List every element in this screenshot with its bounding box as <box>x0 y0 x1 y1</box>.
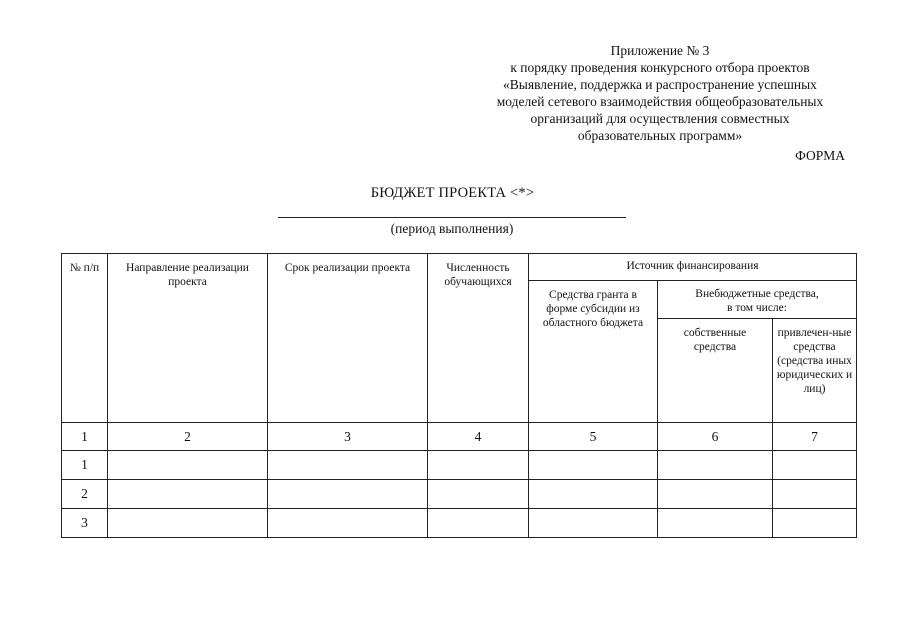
document-title: БЮДЖЕТ ПРОЕКТА <*> <box>370 185 535 201</box>
table-cell <box>773 451 857 480</box>
appendix-line-1: к порядку проведения конкурсного отбора проектов <box>510 60 810 75</box>
appendix-line-3: моделей сетевого взаимодействия общеобразовательных <box>496 94 824 109</box>
header-own: собственные средства <box>658 319 773 423</box>
table-cell <box>428 451 529 480</box>
table-cell <box>108 480 268 509</box>
table-cell <box>268 480 428 509</box>
appendix-line-2: «Выявление, поддержка и распространение успешных <box>503 77 817 92</box>
header-students: Численность обучающихся <box>428 254 529 423</box>
row-number: 2 <box>62 480 108 509</box>
table-row <box>62 509 857 538</box>
column-number: 2 <box>108 423 268 451</box>
appendix-line-4: организаций для осуществления совместных <box>530 111 790 126</box>
table-cell <box>428 480 529 509</box>
table-cell <box>428 509 529 538</box>
column-number: 3 <box>268 423 428 451</box>
table-cell <box>773 480 857 509</box>
row-number: 3 <box>62 509 108 538</box>
budget-table <box>61 253 857 538</box>
column-number: 1 <box>62 423 108 451</box>
column-number: 6 <box>658 423 773 451</box>
table-cell <box>268 451 428 480</box>
header-extra <box>658 281 857 319</box>
column-number: 4 <box>428 423 529 451</box>
table-cell <box>108 451 268 480</box>
row-number: 1 <box>62 451 108 480</box>
period-underline <box>278 217 626 218</box>
appendix-header <box>440 42 880 144</box>
header-attracted: привлечен-ные средства (средства иных юридических и лиц) <box>773 319 857 423</box>
header-num: № п/п <box>62 254 108 423</box>
column-number: 7 <box>773 423 857 451</box>
table-cell <box>108 509 268 538</box>
table-row <box>62 451 857 480</box>
table-cell <box>658 509 773 538</box>
table-cell <box>658 480 773 509</box>
table-cell <box>773 509 857 538</box>
column-numbers-row <box>62 423 857 451</box>
table-cell <box>529 509 658 538</box>
header-source: Источник финансирования <box>529 254 857 281</box>
header-extra-line-1: Внебюджетные средства, <box>695 288 819 300</box>
header-direction: Направление реализации проекта <box>108 254 268 423</box>
table-cell <box>529 480 658 509</box>
header-term: Срок реализации проекта <box>268 254 428 423</box>
header-extra-line-2: в том числе: <box>727 302 787 314</box>
period-label: (период выполнения) <box>390 221 514 236</box>
appendix-title: Приложение № 3 <box>610 43 710 58</box>
table-row <box>62 480 857 509</box>
table-cell <box>529 451 658 480</box>
header-grant: Средства гранта в форме субсидии из областного бюджета <box>529 281 658 423</box>
appendix-line-5: образовательных программ» <box>577 128 743 143</box>
form-label: ФОРМА <box>795 148 845 163</box>
column-number: 5 <box>529 423 658 451</box>
table-cell <box>268 509 428 538</box>
table-cell <box>658 451 773 480</box>
